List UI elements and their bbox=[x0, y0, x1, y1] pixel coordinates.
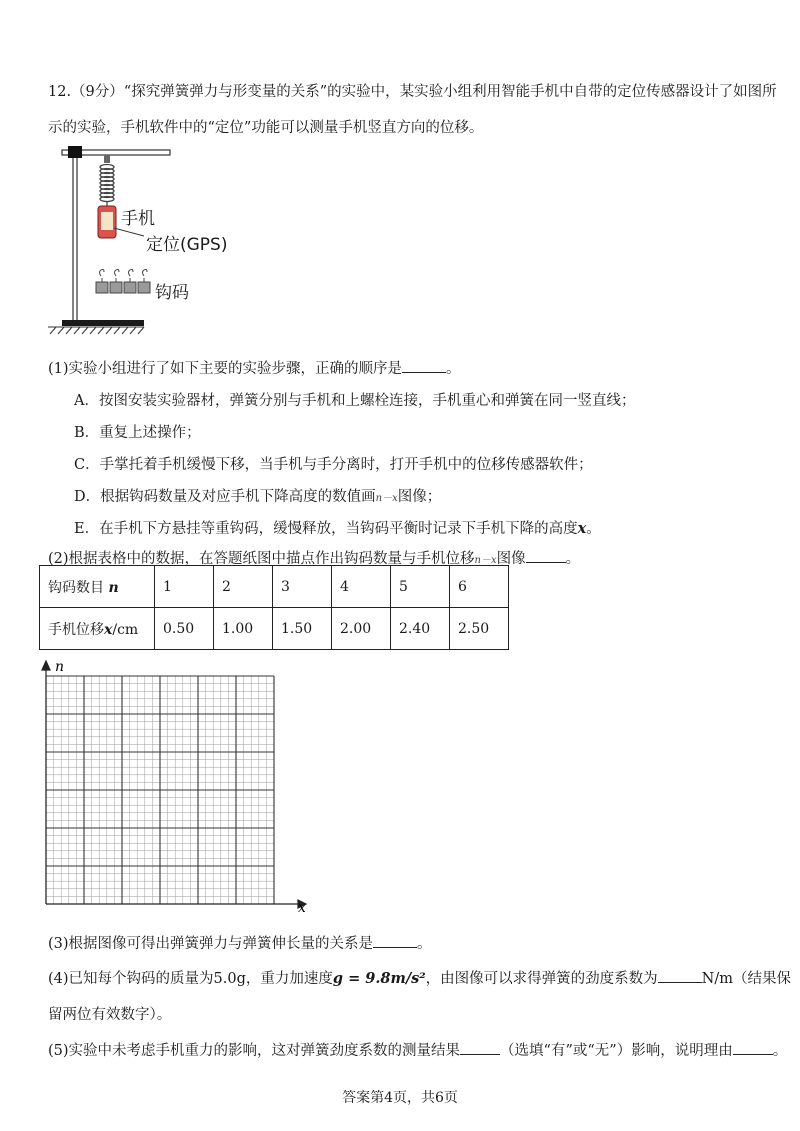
answer-blank-1[interactable] bbox=[402, 358, 446, 373]
option-d: D．根据钩码数量及对应手机下降高度的数值画n－x图像； bbox=[74, 489, 442, 505]
data-table bbox=[39, 565, 509, 650]
option-c: C．手掌托着手机缓慢下移，当手机与手分离时，打开手机中的位移传感器软件； bbox=[74, 457, 593, 473]
clamp bbox=[68, 146, 82, 158]
part4-line2: 留两位有效数字）。 bbox=[48, 1007, 172, 1023]
table-cell: 1.00 bbox=[214, 608, 273, 650]
stand-base bbox=[62, 320, 144, 326]
y-axis-arrow bbox=[42, 661, 50, 670]
table-row-n bbox=[40, 566, 509, 608]
answer-blank-4[interactable] bbox=[658, 968, 702, 983]
stand-pole bbox=[73, 150, 77, 322]
table-cell: 3 bbox=[273, 566, 332, 608]
option-a: A．按图安装实验器材，弹簧分别与手机和上螺栓连接，手机重心和弹簧在同一竖直线； bbox=[74, 393, 636, 409]
page-footer: 答案第4页，共6页 bbox=[342, 1090, 458, 1106]
graph-paper[interactable] bbox=[36, 658, 336, 918]
answer-blank-5a[interactable] bbox=[460, 1040, 500, 1055]
hook-weights bbox=[96, 269, 150, 293]
answer-blank-5b[interactable] bbox=[733, 1040, 773, 1055]
table-header-x: 手机位移x/cm bbox=[40, 608, 155, 650]
table-cell: 4 bbox=[332, 566, 391, 608]
figure-weights-label: 钩码 bbox=[155, 283, 189, 303]
part1-prompt: (1)实验小组进行了如下主要的实验步骤，正确的顺序是 。 bbox=[48, 357, 461, 378]
question-intro-line1: 12.（9分）“探究弹簧弹力与形变量的关系”的实验中，某实验小组利用智能手机中自带的定位传感器设计了如图所 bbox=[48, 84, 777, 100]
table-cell: 2.40 bbox=[391, 608, 450, 650]
figure-phone-label: 手机 bbox=[121, 209, 155, 229]
option-e: E．在手机下方悬挂等重钩码，缓慢释放，当钩码平衡时记录下手机下降的高度x。 bbox=[74, 520, 601, 537]
table-cell: 2 bbox=[214, 566, 273, 608]
part4-prompt: (4)已知每个钩码的质量为5.0g，重力加速度g = 9.8m/s²，由图像可以求得弹簧的劲度系数为 N/m（结果保 bbox=[48, 970, 791, 987]
table-cell: 1.50 bbox=[273, 608, 332, 650]
x-axis-label: x bbox=[298, 900, 306, 916]
part3-prompt: (3)根据图像可得出弹簧弹力与弹簧伸长量的关系是 。 bbox=[48, 932, 432, 953]
part5-prompt: (5)实验中未考虑手机重力的影响，这对弹簧劲度系数的测量结果 （选填“有”或“无”）影响，说明理由 。 bbox=[48, 1039, 787, 1060]
table-row-x bbox=[40, 608, 509, 650]
table-cell: 6 bbox=[450, 566, 509, 608]
answer-blank-2[interactable] bbox=[526, 548, 566, 563]
option-b: B．重复上述操作； bbox=[74, 425, 201, 441]
table-cell: 0.50 bbox=[155, 608, 214, 650]
y-axis-label: n bbox=[55, 659, 65, 675]
part2-prompt: (2)根据表格中的数据，在答题纸图中描点作出钩码数量与手机位移n－x图像 。 bbox=[48, 547, 580, 568]
table-cell: 2.00 bbox=[332, 608, 391, 650]
question-intro-line2: 示的实验，手机软件中的“定位”功能可以测量手机竖直方向的位移。 bbox=[48, 120, 484, 136]
table-cell: 5 bbox=[391, 566, 450, 608]
table-cell: 2.50 bbox=[450, 608, 509, 650]
answer-blank-3[interactable] bbox=[373, 933, 417, 948]
figure-gps-label: 定位(GPS) bbox=[146, 235, 228, 255]
spring bbox=[100, 165, 114, 207]
table-header-n: 钩码数目 n bbox=[40, 566, 155, 608]
table-cell: 1 bbox=[155, 566, 214, 608]
